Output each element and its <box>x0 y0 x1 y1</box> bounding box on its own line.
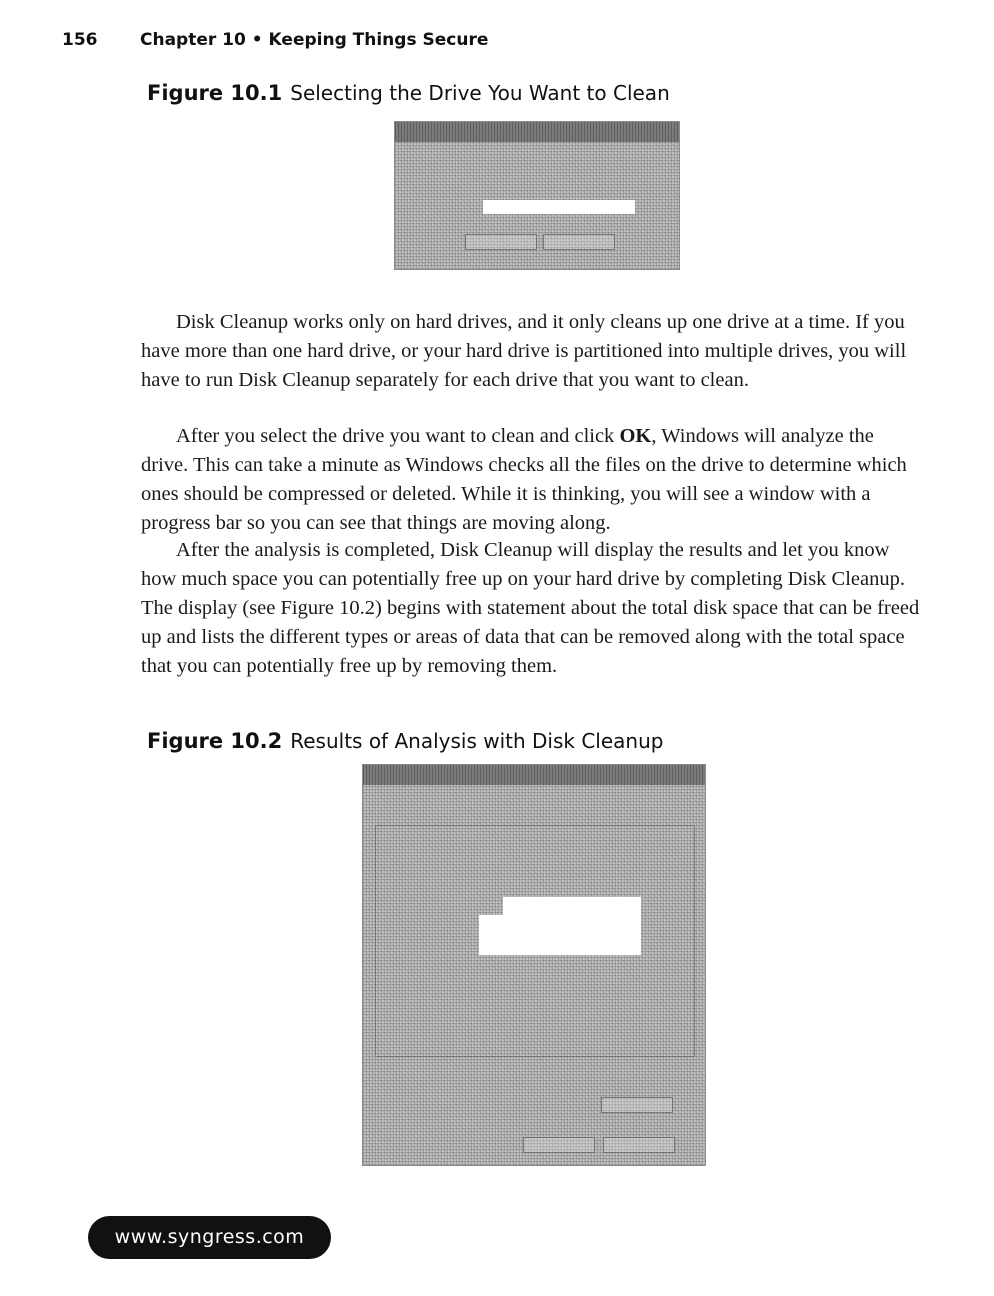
figure-screenshot-cleanup-results <box>362 764 706 1166</box>
figure-label: Figure 10.2 <box>147 729 283 753</box>
dialog-titlebar <box>395 122 679 142</box>
ok-button <box>523 1137 595 1153</box>
figure-label: Figure 10.1 <box>147 81 283 105</box>
ok-bold-term: OK <box>619 425 652 447</box>
body-paragraph: Disk Cleanup works only on hard drives, and it only cleans up one drive at a time. If you have more than one hard drive, or your hard drive is partitioned into multiple drives, you will have to run Disk Cleanup separately for each drive that you want to clean. <box>141 311 907 391</box>
file-list-box-inner <box>479 915 505 955</box>
dialog-titlebar <box>363 765 705 785</box>
exit-button <box>543 234 615 250</box>
view-files-button <box>601 1097 673 1113</box>
file-list-box <box>503 897 641 955</box>
figure-caption <box>147 81 670 105</box>
body-paragraph: After the analysis is completed, Disk Cleanup will display the results and let you know how much space you can potentially free up on your hard drive by completing Disk Cleanup. The display (see Figure 10.2) begins with statement about the total disk space that can be freed up and lists the different types or areas of data that can be removed along with the total space that you can potentially free up by removing them. <box>141 539 920 677</box>
body-paragraph: After you select the drive you want to clean and click OK, Windows will analyze the drive. This can take a minute as Windows checks all the files on the drive to determine which ones should be compressed or deleted. While it is thinking, you will see a window with a progress bar so you can see that things are moving along. <box>141 425 907 534</box>
page-number: 156 <box>62 30 98 50</box>
cancel-button <box>603 1137 675 1153</box>
figure-caption <box>147 729 663 753</box>
drive-dropdown <box>483 200 635 214</box>
figure-title: Selecting the Drive You Want to Clean <box>290 81 670 105</box>
footer-url-badge: www.syngress.com <box>88 1216 331 1259</box>
running-title: Chapter 10 • Keeping Things Secure <box>140 30 489 50</box>
figure-title: Results of Analysis with Disk Cleanup <box>290 729 664 753</box>
ok-button <box>465 234 537 250</box>
running-header <box>62 30 488 50</box>
figure-screenshot-drive-selection <box>394 121 680 270</box>
